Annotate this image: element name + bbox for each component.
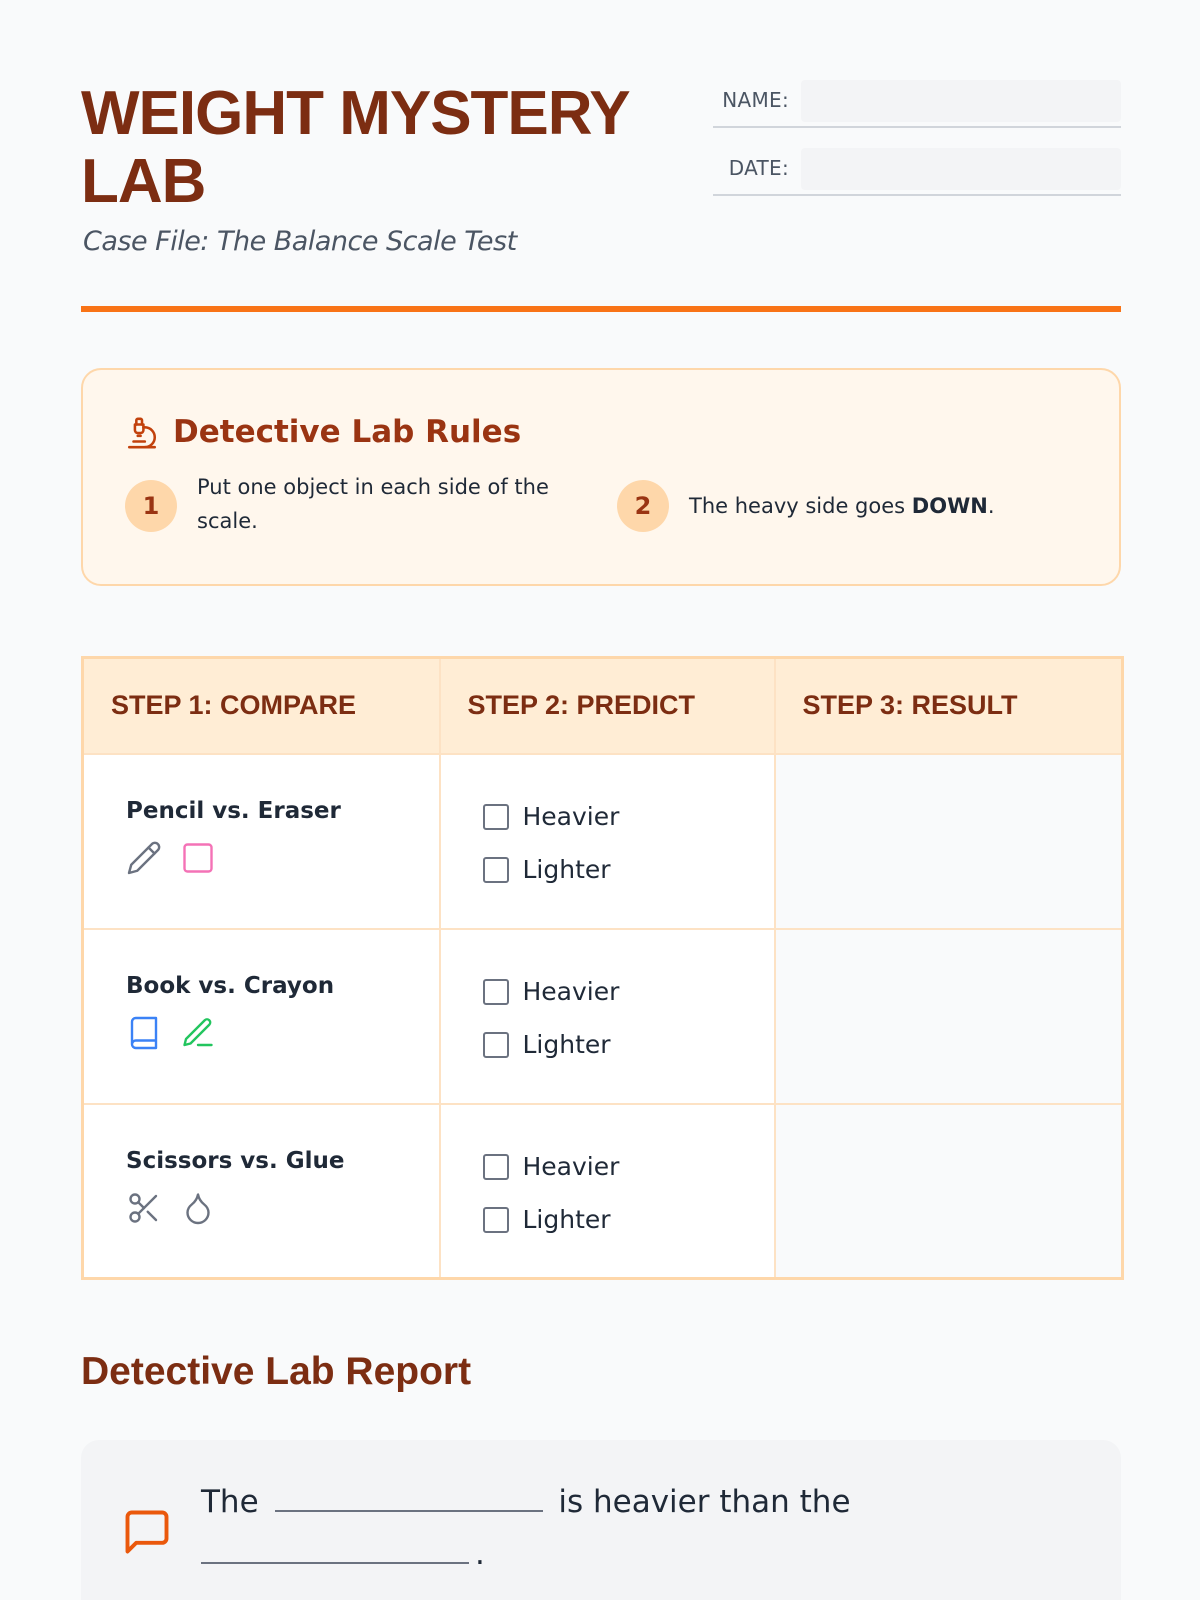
rule-text-start: The heavy side goes: [689, 494, 912, 518]
rule-text: [689, 489, 1069, 523]
table-row: [83, 929, 1123, 1104]
column-header-compare: STEP 1: COMPARE: [83, 658, 440, 754]
lighter-checkbox[interactable]: [483, 1207, 509, 1233]
rule-text-end: .: [987, 494, 995, 518]
header-divider: [81, 306, 1121, 312]
date-row: [713, 148, 1121, 196]
name-label: NAME:: [722, 88, 789, 112]
option-label: Heavier: [522, 802, 620, 831]
lighter-object-blank[interactable]: [201, 1538, 469, 1564]
crayon-icon: [180, 1015, 216, 1051]
worksheet-header: [81, 80, 1121, 310]
rule-number-badge: 1: [125, 480, 177, 532]
option-heavier[interactable]: [483, 1150, 774, 1184]
result-cell[interactable]: [775, 929, 1123, 1104]
worksheet-title: WEIGHT MYSTERY LAB: [81, 79, 629, 216]
heavier-checkbox[interactable]: [483, 804, 509, 830]
date-label: DATE:: [728, 156, 789, 180]
option-label: Heavier: [522, 1152, 620, 1181]
option-label: Lighter: [522, 1030, 611, 1059]
table-row: [83, 1104, 1123, 1279]
predict-cell: [440, 754, 775, 929]
option-heavier[interactable]: [483, 975, 774, 1009]
name-row: [713, 80, 1121, 128]
pair-label: Pencil vs. Eraser: [126, 797, 341, 824]
report-sentence-line: [201, 1484, 851, 1520]
option-label: Heavier: [522, 977, 620, 1006]
compare-cell: [83, 754, 440, 929]
rules-box: [81, 368, 1121, 586]
eraser-icon: [180, 840, 216, 876]
option-label: Lighter: [522, 855, 611, 884]
option-lighter[interactable]: [483, 1203, 774, 1237]
lighter-checkbox[interactable]: [483, 857, 509, 883]
column-header-result: STEP 3: RESULT: [775, 658, 1123, 754]
pair-label: Book vs. Crayon: [126, 972, 335, 999]
report-box: [81, 1440, 1121, 1600]
pencil-icon: [126, 840, 162, 876]
option-lighter[interactable]: [483, 853, 774, 887]
heavier-checkbox[interactable]: [483, 1154, 509, 1180]
predict-cell: [440, 929, 775, 1104]
book-icon: [126, 1015, 162, 1051]
rule-text-emphasis: DOWN: [911, 494, 988, 518]
option-heavier[interactable]: [483, 800, 774, 834]
microscope-icon: [125, 416, 159, 450]
result-cell[interactable]: [775, 1104, 1123, 1279]
glue-drop-icon: [180, 1190, 216, 1226]
table-header-row: [83, 658, 1123, 754]
option-lighter[interactable]: [483, 1028, 774, 1062]
scissors-icon: [126, 1190, 162, 1226]
name-field[interactable]: [801, 80, 1121, 122]
column-header-predict: STEP 2: PREDICT: [440, 658, 775, 754]
rule-text: Put one object in each side of the scale.: [197, 475, 549, 533]
pair-label: Scissors vs. Glue: [126, 1147, 345, 1174]
worksheet-subtitle: Case File: The Balance Scale Test: [83, 226, 517, 257]
heavier-object-blank[interactable]: [275, 1486, 543, 1512]
report-sentence-line: [201, 1536, 485, 1572]
report-heading: Detective Lab Report: [81, 1350, 472, 1393]
option-label: Lighter: [522, 1205, 611, 1234]
table-row: [83, 754, 1123, 929]
lighter-checkbox[interactable]: [483, 1032, 509, 1058]
lab-table: [81, 656, 1124, 1280]
rules-heading-text: Detective Lab Rules: [173, 414, 522, 450]
report-text-middle: is heavier than the: [558, 1484, 851, 1520]
predict-cell: [440, 1104, 775, 1279]
report-text-end: .: [475, 1536, 485, 1572]
rule-number-badge: 2: [617, 480, 669, 532]
compare-cell: [83, 929, 440, 1104]
date-field[interactable]: [801, 148, 1121, 190]
result-cell[interactable]: [775, 754, 1123, 929]
report-text-start: The: [201, 1484, 259, 1520]
heavier-checkbox[interactable]: [483, 979, 509, 1005]
compare-cell: [83, 1104, 440, 1279]
speech-bubble-icon: [121, 1506, 173, 1558]
